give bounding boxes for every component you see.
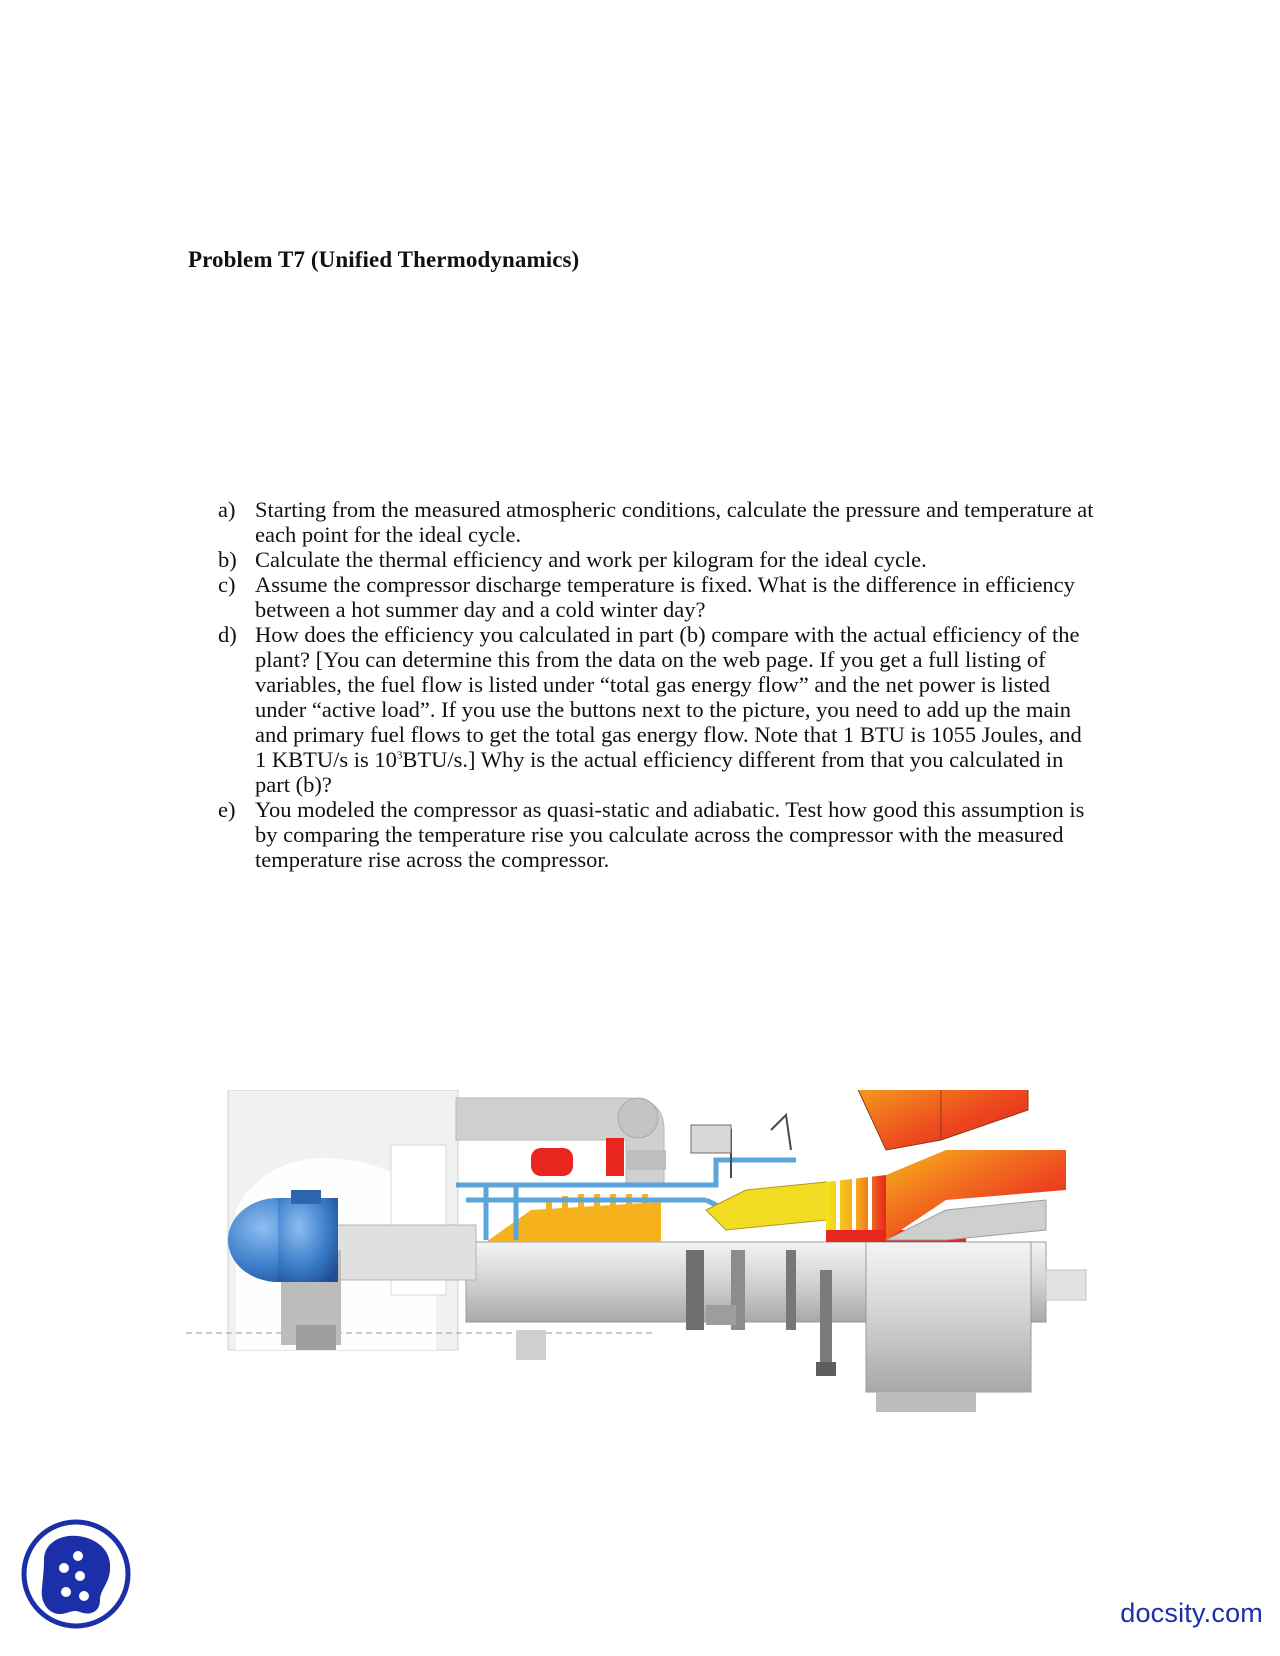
docsity-logo-icon <box>20 1516 132 1632</box>
question-item <box>218 797 1098 872</box>
question-text-part: BTU/s.] Why is the actual efficiency different from that you calculated in part (b)? <box>255 747 1064 797</box>
question-item <box>218 572 1098 622</box>
question-text: Starting from the measured atmospheric conditions, calculate the pressure and temperature at each point for the ideal cycle. <box>255 497 1094 547</box>
superscript-exponent: 3 <box>396 749 403 762</box>
question-marker: e) <box>218 797 236 822</box>
question-marker: a) <box>218 497 236 522</box>
docsity-brand-link[interactable]: docsity.com <box>1120 1598 1263 1628</box>
question-marker: d) <box>218 622 237 647</box>
question-marker: c) <box>218 572 236 597</box>
gas-turbine-cutaway-icon <box>186 1090 1091 1420</box>
problem-title: Problem T7 (Unified Thermodynamics) <box>188 247 580 272</box>
question-item <box>218 622 1098 797</box>
question-text <box>255 622 1098 797</box>
question-item <box>218 547 1098 572</box>
question-marker: b) <box>218 547 237 572</box>
question-text: Calculate the thermal efficiency and work per kilogram for the ideal cycle. <box>255 547 927 572</box>
question-text-part: How does the efficiency you calculated in part (b) compare with the actual efficiency of the plant? [You can determine this from the data on the web page. If you get a full listing of variables, the fuel flow is listed under “total gas energy flow” and the net power is listed under “active load”. If you use the buttons next to the picture, you need to add up the main and primary fuel flows to get the total gas energy flow. Note that 1 BTU is 1055 Joules, and 1 KBTU/s is 10 <box>255 622 1082 772</box>
question-item <box>218 497 1098 547</box>
question-text: You modeled the compressor as quasi-static and adiabatic. Test how good this assumption is by comparing the temperature rise you calculate across the compressor with the measured temperature rise across the compressor. <box>255 797 1085 872</box>
question-text: Assume the compressor discharge temperature is fixed. What is the difference in efficiency between a hot summer day and a cold winter day? <box>255 572 1075 622</box>
question-list <box>218 497 1098 872</box>
